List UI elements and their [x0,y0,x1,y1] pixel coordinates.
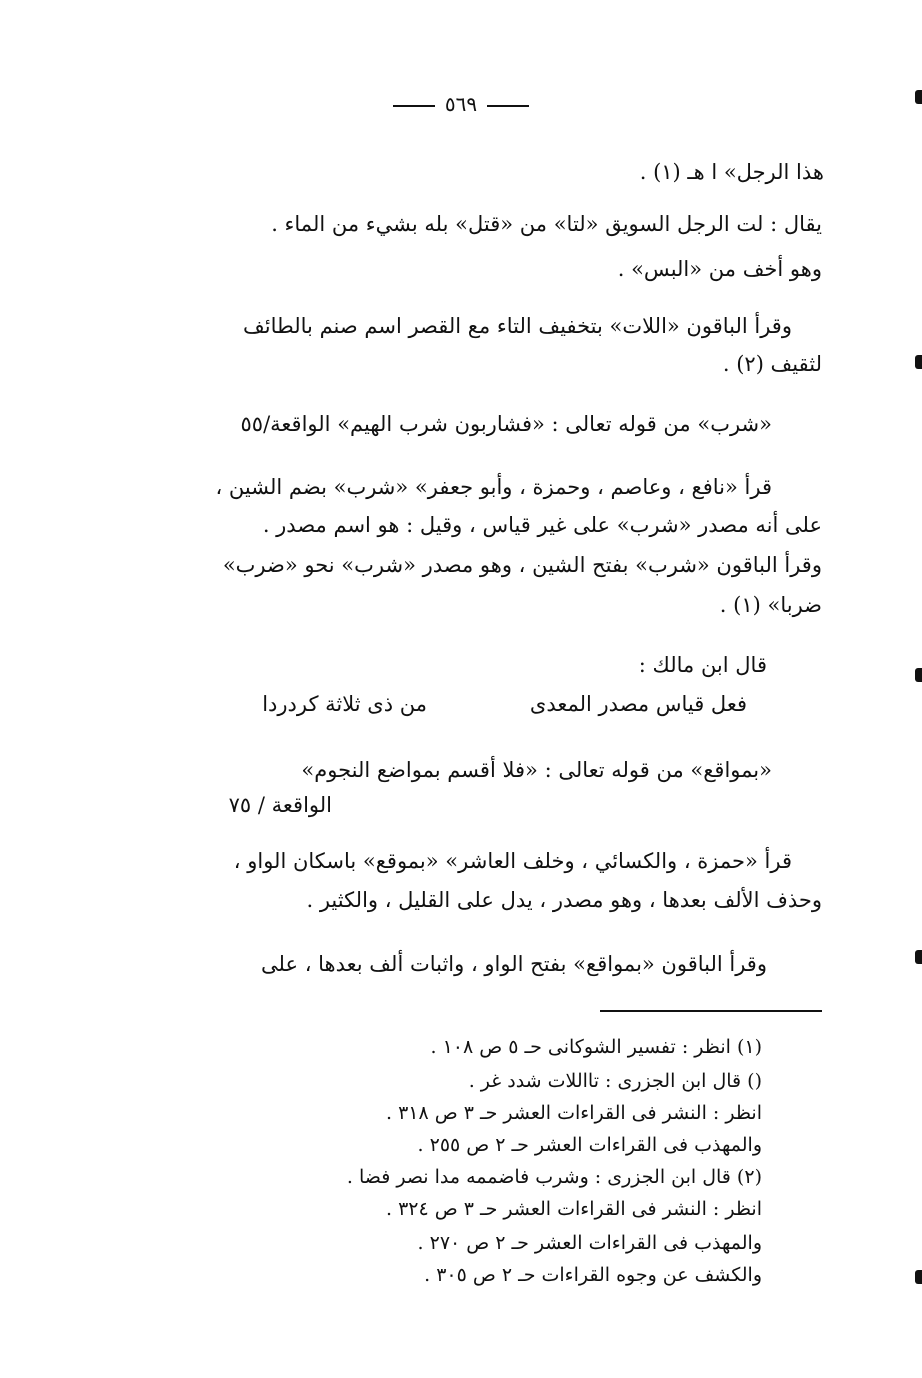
body-line: وحذف الألف بعدها ، وهو مصدر ، يدل على القليل ، والكثير . [306,888,822,912]
footnote-line: والكشف عن وجوه القراءات حـ ٢ ص ٣٠٥ . [424,1264,762,1286]
page-number-header [0,92,922,116]
scan-edge-mark [915,1270,922,1284]
verse-first-half: فعل قياس مصدر المعدى [529,692,747,716]
footnote-line: (٢) قال ابن الجزرى : وشرب فاضممه مدا نصر فضا . [346,1166,762,1188]
page-number: ٥٦٩ [444,92,478,116]
footnote-line: انظر : النشر فى القراءات العشر حـ ٣ ص ٣٢٤ . [386,1198,762,1220]
body-line: «شرب» من قوله تعالى : «فشاربون شرب الهيم» الواقعة/٥٥ [240,412,772,436]
scan-edge-mark [915,90,922,104]
body-line: وهو أخف من «البس» . [617,257,822,281]
body-line: وقرأ الباقون «شرب» بفتح الشين ، وهو مصدر «شرب» نحو «ضرب» [222,553,822,577]
footnote-line: () قال ابن الجزرى : تااللات شدد غر . [468,1070,762,1092]
verse-second-half: من ذى ثلاثة كردردا [262,692,427,716]
body-line: على أنه مصدر «شرب» على غير قياس ، وقيل : هو اسم مصدر . [262,513,822,537]
scan-edge-mark [915,668,922,682]
footnote-line: (١) انظر : تفسير الشوكانى حـ ٥ ص ١٠٨ . [430,1036,762,1058]
body-line: لثقيف (٢) . [722,352,822,376]
footnote-line: انظر : النشر فى القراءات العشر حـ ٣ ص ٣١٨ . [386,1102,762,1124]
body-line: «بمواقع» من قوله تعالى : «فلا أقسم بمواضع النجوم» [301,758,772,782]
body-line: وقرأ الباقون «بمواقع» بفتح الواو ، واثبات ألف بعدها ، على [261,952,767,976]
header-dash-right [487,105,529,107]
footnote-separator [600,1010,822,1012]
body-line: يقال : لت الرجل السويق «لتا» من «قتل» بله بشيء من الماء . [271,212,822,236]
body-line: هذا الرجل» ا هـ (١) . [639,160,824,184]
body-line: وقرأ الباقون «اللات» بتخفيف التاء مع القصر اسم صنم بالطائف [243,314,792,338]
header-dash-left [393,105,435,107]
body-line: الواقعة / ٧٥ [228,793,332,817]
body-line: قال ابن مالك : [638,653,767,677]
footnote-line: والمهذب فى القراءات العشر حـ ٢ ص ٢٧٠ . [417,1232,762,1254]
body-line: ضربا» (١) . [719,593,822,617]
body-line: قرأ «حمزة ، والكسائي ، وخلف العاشر» «بموقع» باسكان الواو ، [233,849,792,873]
body-line: قرأ «نافع ، وعاصم ، وحمزة ، وأبو جعفر» «شرب» بضم الشين ، [215,475,772,499]
footnote-line: والمهذب فى القراءات العشر حـ ٢ ص ٢٥٥ . [417,1134,762,1156]
scan-edge-mark [915,355,922,369]
scan-edge-mark [915,950,922,964]
